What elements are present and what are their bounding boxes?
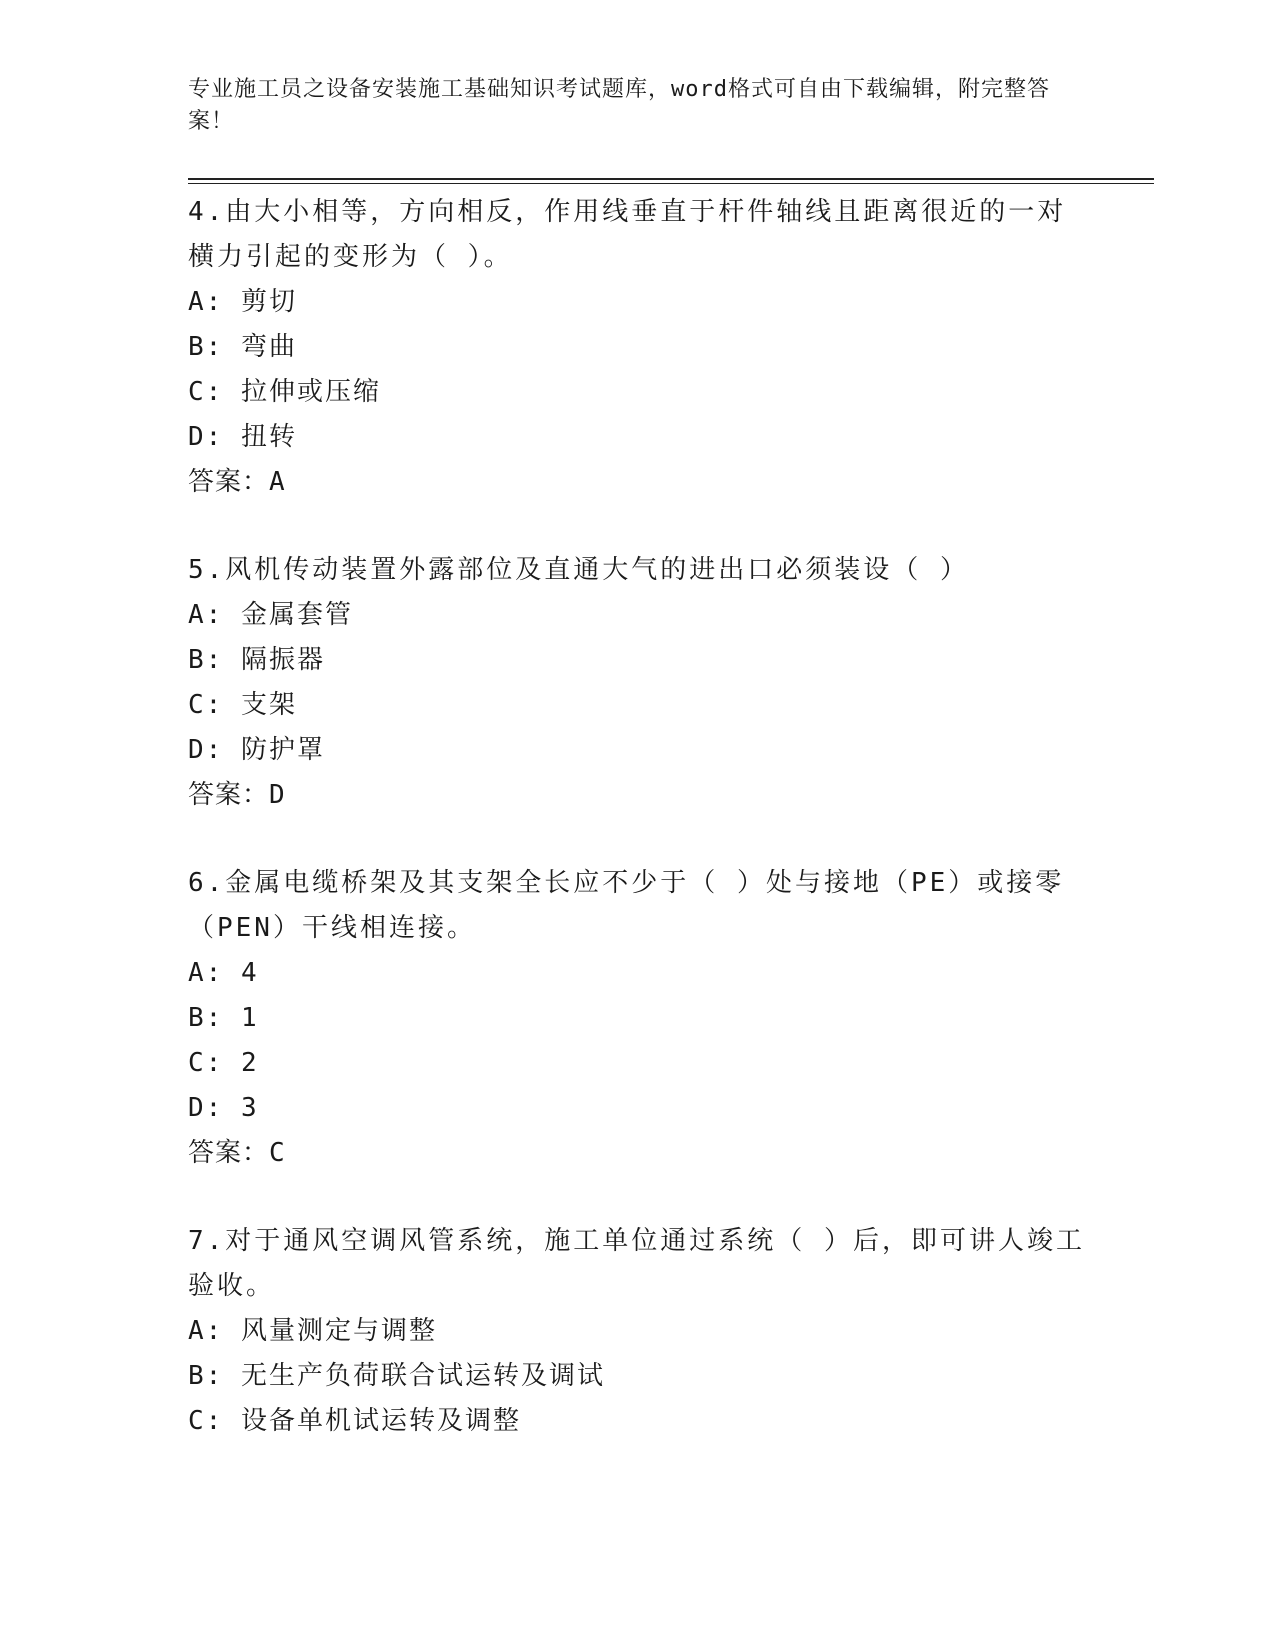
question-stem: 4.由大小相等，方向相反，作用线垂直于杆件轴线且距离很近的一对横力引起的变形为（ ）。 xyxy=(188,197,1067,272)
question-stem: 5.风机传动装置外露部位及直通大气的进出口必须装设（ ） xyxy=(188,555,969,585)
question-5 xyxy=(188,548,1088,818)
answer-value: D xyxy=(269,780,286,810)
option-a: A: 金属套管 xyxy=(188,600,353,630)
option-b: B: 隔振器 xyxy=(188,645,325,675)
option-c: C: 拉伸或压缩 xyxy=(188,377,381,407)
answer-line xyxy=(188,1131,1088,1176)
option-d: D: 3 xyxy=(188,1093,259,1123)
question-stem: 7.对于通风空调风管系统，施工单位通过系统（ ）后，即可讲人竣工验收。 xyxy=(188,1226,1085,1301)
answer-label: 答案： xyxy=(188,1138,270,1168)
option-b: B: 无生产负荷联合试运转及调试 xyxy=(188,1361,605,1391)
question-4 xyxy=(188,190,1088,505)
option-c: C: 支架 xyxy=(188,690,297,720)
answer-label: 答案： xyxy=(188,780,270,810)
option-b: B: 弯曲 xyxy=(188,332,297,362)
answer-label: 答案： xyxy=(188,467,270,497)
option-d: D: 扭转 xyxy=(188,422,297,452)
question-6 xyxy=(188,861,1088,1176)
answer-line xyxy=(188,460,1088,505)
question-7 xyxy=(188,1219,1088,1444)
question-list xyxy=(188,190,1088,1487)
header-divider-thin xyxy=(188,183,1154,184)
option-b: B: 1 xyxy=(188,1003,259,1033)
option-c: C: 2 xyxy=(188,1048,259,1078)
option-a: A: 4 xyxy=(188,958,259,988)
option-a: A: 风量测定与调整 xyxy=(188,1316,437,1346)
question-stem: 6.金属电缆桥架及其支架全长应不少于（ ）处与接地（PE）或接零（PEN）干线相连接。 xyxy=(188,868,1065,943)
answer-value: A xyxy=(269,467,286,497)
answer-line xyxy=(188,773,1088,818)
header-divider-thick xyxy=(188,178,1154,180)
document-header: 专业施工员之设备安装施工基础知识考试题库，word格式可自由下载编辑，附完整答案！ xyxy=(188,77,1050,134)
option-a: A: 剪切 xyxy=(188,287,297,317)
option-c: C: 设备单机试运转及调整 xyxy=(188,1406,521,1436)
option-d: D: 防护罩 xyxy=(188,735,325,765)
answer-value: C xyxy=(269,1138,286,1168)
